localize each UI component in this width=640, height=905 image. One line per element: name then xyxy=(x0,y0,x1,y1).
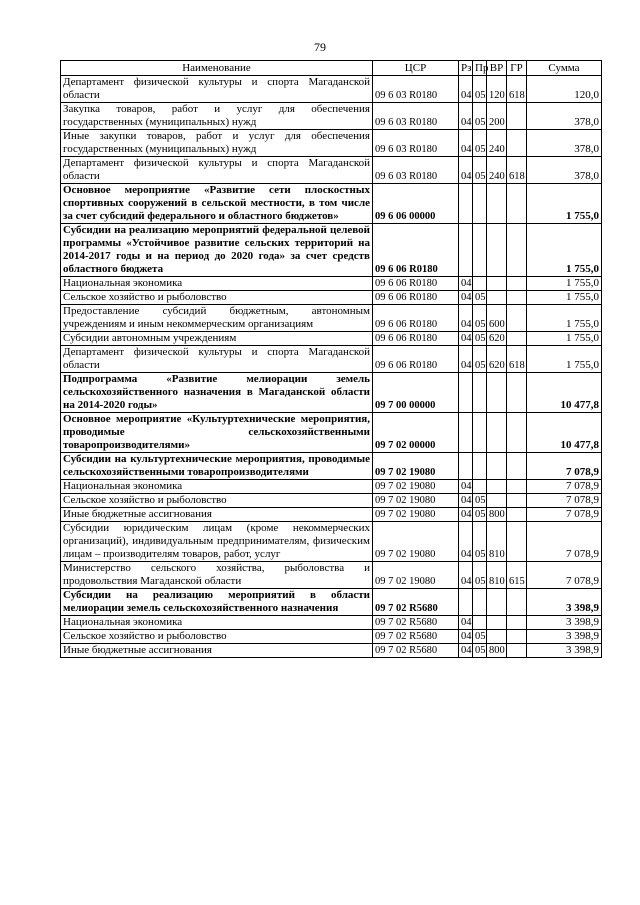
cell-sum: 7 078,9 xyxy=(527,494,602,508)
cell-name: Иные закупки товаров, работ и услуг для обеспечения государственных (муниципальных) нужд xyxy=(61,130,373,157)
cell-rz: 04 xyxy=(459,157,473,184)
cell-gr xyxy=(507,630,527,644)
table-row xyxy=(61,130,602,157)
cell-sum: 378,0 xyxy=(527,130,602,157)
cell-vr xyxy=(487,589,507,616)
cell-vr: 240 xyxy=(487,157,507,184)
cell-name: Субсидии на реализацию мероприятий в области мелиорации земель сельскохозяйственного назначения xyxy=(61,589,373,616)
cell-csr: 09 7 02 19080 xyxy=(373,562,459,589)
cell-vr xyxy=(487,277,507,291)
cell-name: Сельское хозяйство и рыболовство xyxy=(61,630,373,644)
cell-rz: 04 xyxy=(459,103,473,130)
cell-name: Субсидии юридическим лицам (кроме некоммерческих организаций), индивидуальным предпринимателям, физическим лицам – производителям товаров, работ, услуг xyxy=(61,522,373,562)
cell-name: Департамент физической культуры и спорта Магаданской области xyxy=(61,157,373,184)
cell-csr: 09 6 06 00000 xyxy=(373,184,459,224)
cell-sum: 1 755,0 xyxy=(527,332,602,346)
cell-vr xyxy=(487,224,507,277)
cell-vr xyxy=(487,494,507,508)
cell-gr xyxy=(507,291,527,305)
cell-csr: 09 6 06 R0180 xyxy=(373,332,459,346)
cell-gr xyxy=(507,453,527,480)
cell-sum: 3 398,9 xyxy=(527,630,602,644)
header-rz: Рз xyxy=(459,61,473,76)
cell-sum: 7 078,9 xyxy=(527,562,602,589)
cell-csr: 09 7 02 19080 xyxy=(373,494,459,508)
cell-gr xyxy=(507,522,527,562)
table-row xyxy=(61,630,602,644)
cell-rz: 04 xyxy=(459,494,473,508)
cell-sum: 378,0 xyxy=(527,103,602,130)
cell-csr: 09 6 06 R0180 xyxy=(373,305,459,332)
cell-name: Департамент физической культуры и спорта Магаданской области xyxy=(61,76,373,103)
cell-sum: 10 477,8 xyxy=(527,413,602,453)
cell-name: Сельское хозяйство и рыболовство xyxy=(61,494,373,508)
cell-name: Министерство сельского хозяйства, рыболовства и продовольствия Магаданской области xyxy=(61,562,373,589)
cell-vr xyxy=(487,291,507,305)
cell-rz xyxy=(459,373,473,413)
table-row xyxy=(61,332,602,346)
cell-gr: 615 xyxy=(507,562,527,589)
cell-csr: 09 7 02 R5680 xyxy=(373,644,459,658)
table-row xyxy=(61,103,602,130)
cell-gr xyxy=(507,644,527,658)
cell-sum: 7 078,9 xyxy=(527,522,602,562)
table-row xyxy=(61,453,602,480)
cell-vr: 800 xyxy=(487,644,507,658)
cell-sum: 378,0 xyxy=(527,157,602,184)
cell-csr: 09 7 02 19080 xyxy=(373,480,459,494)
cell-csr: 09 7 02 19080 xyxy=(373,522,459,562)
cell-gr: 618 xyxy=(507,76,527,103)
cell-rz: 04 xyxy=(459,616,473,630)
cell-gr: 618 xyxy=(507,157,527,184)
cell-csr: 09 7 02 19080 xyxy=(373,453,459,480)
table-row xyxy=(61,157,602,184)
cell-pr: 05 xyxy=(473,562,487,589)
cell-pr: 05 xyxy=(473,508,487,522)
table-row xyxy=(61,616,602,630)
cell-rz xyxy=(459,224,473,277)
table-row xyxy=(61,346,602,373)
cell-rz xyxy=(459,184,473,224)
cell-csr: 09 7 00 00000 xyxy=(373,373,459,413)
cell-pr xyxy=(473,224,487,277)
cell-vr xyxy=(487,480,507,494)
cell-vr: 810 xyxy=(487,522,507,562)
cell-vr xyxy=(487,413,507,453)
cell-name: Иные бюджетные ассигнования xyxy=(61,644,373,658)
cell-rz: 04 xyxy=(459,332,473,346)
cell-csr: 09 7 02 00000 xyxy=(373,413,459,453)
cell-vr xyxy=(487,453,507,480)
cell-pr: 05 xyxy=(473,644,487,658)
table-row xyxy=(61,480,602,494)
header-vr: ВР xyxy=(487,61,507,76)
cell-gr xyxy=(507,224,527,277)
cell-pr xyxy=(473,277,487,291)
cell-rz: 04 xyxy=(459,291,473,305)
cell-gr xyxy=(507,480,527,494)
cell-sum: 1 755,0 xyxy=(527,184,602,224)
table-row xyxy=(61,184,602,224)
cell-csr: 09 6 06 R0180 xyxy=(373,291,459,305)
cell-name: Закупка товаров, работ и услуг для обеспечения государственных (муниципальных) нужд xyxy=(61,103,373,130)
cell-sum: 7 078,9 xyxy=(527,453,602,480)
budget-table xyxy=(60,60,602,658)
cell-name: Субсидии на реализацию мероприятий федеральной целевой программы «Устойчивое развитие сельских территорий на 2014-2017 годы и на период до 2020 года» за счет средств областного бюджета xyxy=(61,224,373,277)
cell-csr: 09 6 03 R0180 xyxy=(373,103,459,130)
cell-gr xyxy=(507,589,527,616)
cell-gr xyxy=(507,373,527,413)
cell-pr xyxy=(473,616,487,630)
table-row xyxy=(61,305,602,332)
cell-gr xyxy=(507,332,527,346)
cell-gr xyxy=(507,305,527,332)
cell-sum: 3 398,9 xyxy=(527,644,602,658)
cell-csr: 09 6 06 R0180 xyxy=(373,224,459,277)
cell-pr: 05 xyxy=(473,346,487,373)
cell-name: Субсидии на культуртехнические мероприятия, проводимые сельскохозяйственными товаропроизводителями xyxy=(61,453,373,480)
cell-rz: 04 xyxy=(459,522,473,562)
cell-sum: 1 755,0 xyxy=(527,305,602,332)
header-name: Наименование xyxy=(61,61,373,76)
cell-csr: 09 6 03 R0180 xyxy=(373,130,459,157)
cell-vr: 810 xyxy=(487,562,507,589)
cell-pr xyxy=(473,453,487,480)
cell-gr xyxy=(507,494,527,508)
cell-name: Национальная экономика xyxy=(61,277,373,291)
cell-name: Основное мероприятие «Культуртехнические мероприятия, проводимые сельскохозяйственными товаропроизводителями» xyxy=(61,413,373,453)
cell-pr: 05 xyxy=(473,630,487,644)
table-row xyxy=(61,508,602,522)
cell-vr: 120 xyxy=(487,76,507,103)
cell-rz: 04 xyxy=(459,480,473,494)
cell-rz: 04 xyxy=(459,76,473,103)
cell-sum: 1 755,0 xyxy=(527,291,602,305)
cell-sum: 1 755,0 xyxy=(527,346,602,373)
cell-pr: 05 xyxy=(473,332,487,346)
cell-gr xyxy=(507,130,527,157)
cell-pr: 05 xyxy=(473,157,487,184)
cell-sum: 3 398,9 xyxy=(527,589,602,616)
cell-csr: 09 7 02 R5680 xyxy=(373,589,459,616)
cell-vr: 800 xyxy=(487,508,507,522)
cell-name: Департамент физической культуры и спорта Магаданской области xyxy=(61,346,373,373)
cell-pr: 05 xyxy=(473,103,487,130)
cell-gr xyxy=(507,616,527,630)
cell-vr: 600 xyxy=(487,305,507,332)
cell-csr: 09 7 02 19080 xyxy=(373,508,459,522)
cell-sum: 1 755,0 xyxy=(527,224,602,277)
cell-sum: 3 398,9 xyxy=(527,616,602,630)
cell-gr xyxy=(507,413,527,453)
cell-sum: 1 755,0 xyxy=(527,277,602,291)
cell-vr: 200 xyxy=(487,103,507,130)
cell-csr: 09 6 06 R0180 xyxy=(373,277,459,291)
table-row xyxy=(61,76,602,103)
cell-vr: 240 xyxy=(487,130,507,157)
cell-pr xyxy=(473,589,487,616)
header-sum: Сумма xyxy=(527,61,602,76)
cell-csr: 09 6 03 R0180 xyxy=(373,76,459,103)
cell-rz: 04 xyxy=(459,130,473,157)
header-gr: ГР xyxy=(507,61,527,76)
cell-rz: 04 xyxy=(459,644,473,658)
table-body xyxy=(61,76,602,658)
header-pr: Пр xyxy=(473,61,487,76)
cell-gr xyxy=(507,103,527,130)
cell-pr: 05 xyxy=(473,291,487,305)
cell-name: Подпрограмма «Развитие мелиорации земель сельскохозяйственного назначения в Магаданской области на 2014-2020 годы» xyxy=(61,373,373,413)
cell-name: Национальная экономика xyxy=(61,616,373,630)
cell-rz: 04 xyxy=(459,562,473,589)
cell-sum: 7 078,9 xyxy=(527,508,602,522)
cell-sum: 120,0 xyxy=(527,76,602,103)
cell-name: Предоставление субсидий бюджетным, автономным учреждениям и иным некоммерческим организациям xyxy=(61,305,373,332)
cell-gr: 618 xyxy=(507,346,527,373)
cell-rz: 04 xyxy=(459,305,473,332)
cell-gr xyxy=(507,508,527,522)
table-row xyxy=(61,413,602,453)
cell-pr: 05 xyxy=(473,494,487,508)
cell-csr: 09 6 06 R0180 xyxy=(373,346,459,373)
cell-pr xyxy=(473,480,487,494)
cell-gr xyxy=(507,277,527,291)
cell-vr: 620 xyxy=(487,332,507,346)
table-row xyxy=(61,494,602,508)
cell-sum: 7 078,9 xyxy=(527,480,602,494)
table-row xyxy=(61,562,602,589)
cell-csr: 09 7 02 R5680 xyxy=(373,630,459,644)
table-row xyxy=(61,224,602,277)
cell-name: Национальная экономика xyxy=(61,480,373,494)
cell-pr: 05 xyxy=(473,522,487,562)
cell-csr: 09 6 03 R0180 xyxy=(373,157,459,184)
table-row xyxy=(61,373,602,413)
cell-pr: 05 xyxy=(473,305,487,332)
cell-pr: 05 xyxy=(473,130,487,157)
cell-name: Субсидии автономным учреждениям xyxy=(61,332,373,346)
cell-pr: 05 xyxy=(473,76,487,103)
page-number: 79 xyxy=(314,40,326,54)
cell-gr xyxy=(507,184,527,224)
cell-vr xyxy=(487,184,507,224)
table-row xyxy=(61,589,602,616)
cell-rz: 04 xyxy=(459,508,473,522)
cell-pr xyxy=(473,413,487,453)
cell-name: Сельское хозяйство и рыболовство xyxy=(61,291,373,305)
cell-csr: 09 7 02 R5680 xyxy=(373,616,459,630)
header-csr: ЦСР xyxy=(373,61,459,76)
cell-vr: 620 xyxy=(487,346,507,373)
table-row xyxy=(61,277,602,291)
cell-vr xyxy=(487,630,507,644)
cell-rz xyxy=(459,453,473,480)
table-row xyxy=(61,644,602,658)
cell-rz xyxy=(459,589,473,616)
cell-rz: 04 xyxy=(459,630,473,644)
cell-name: Основное мероприятие «Развитие сети плоскостных спортивных сооружений в сельской местности, в том числе за счет субсидий федерального и областного бюджетов» xyxy=(61,184,373,224)
cell-rz xyxy=(459,413,473,453)
table-header-row xyxy=(61,61,602,76)
cell-name: Иные бюджетные ассигнования xyxy=(61,508,373,522)
cell-rz: 04 xyxy=(459,346,473,373)
table-row xyxy=(61,522,602,562)
cell-vr xyxy=(487,616,507,630)
cell-vr xyxy=(487,373,507,413)
cell-pr xyxy=(473,373,487,413)
cell-sum: 10 477,8 xyxy=(527,373,602,413)
table-row xyxy=(61,291,602,305)
cell-rz: 04 xyxy=(459,277,473,291)
cell-pr xyxy=(473,184,487,224)
